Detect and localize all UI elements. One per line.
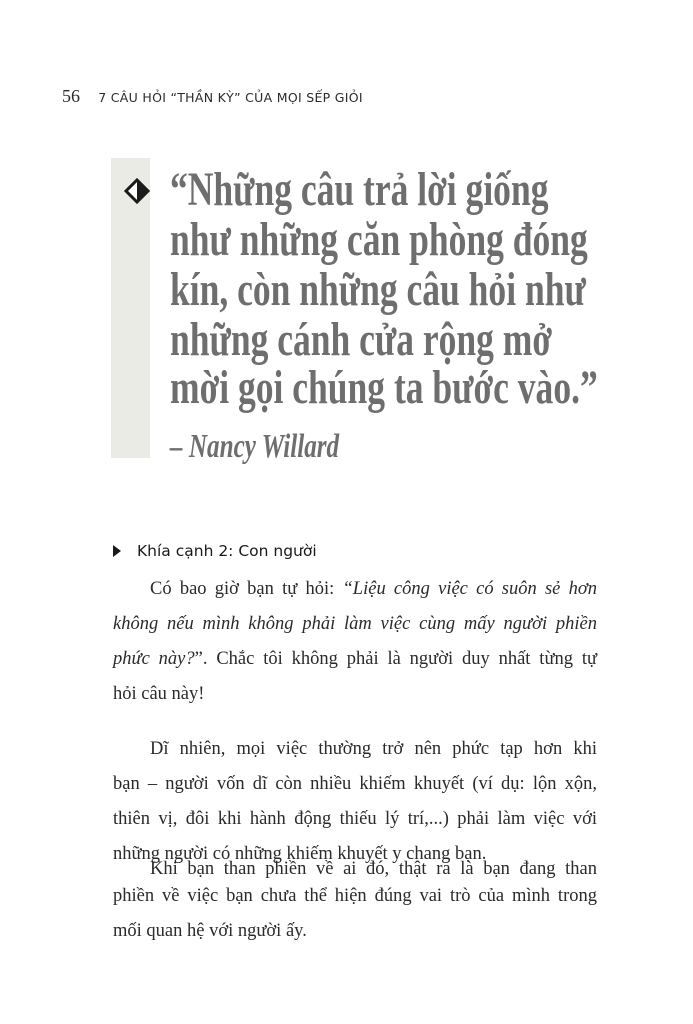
section-heading-text: Khía cạnh 2: Con người bbox=[137, 542, 317, 560]
triangle-bullet-icon bbox=[113, 545, 121, 557]
running-title: 7 CÂU HỎI “THẦN KỲ” CỦA MỌI SẾP GIỎI bbox=[98, 90, 363, 105]
quote-line: “Những câu trả lời giống bbox=[170, 163, 549, 216]
text-line: thiên vị, đôi khi hành động thiếu lý trí,...) phải làm việc với bbox=[113, 809, 597, 829]
section-heading bbox=[113, 542, 317, 560]
quote-line: những cánh cửa rộng mở bbox=[170, 313, 553, 366]
text-line: Khi bạn than phiền về ai đó, thật ra là bạn đang than bbox=[150, 859, 597, 879]
text-line: phiền về việc bạn chưa thể hiện đúng vai trò của mình trong bbox=[113, 886, 597, 906]
quote-line: như những căn phòng đóng bbox=[170, 213, 588, 266]
text-line bbox=[113, 650, 597, 669]
text-line: bạn – người vốn dĩ còn nhiều khiếm khuyết (ví dụ: lộn xộn, bbox=[113, 774, 597, 794]
text-line bbox=[113, 615, 597, 634]
text-span: ”. Chắc tôi không phải là người duy nhất từng tự bbox=[194, 649, 598, 669]
diamond-bullet-icon bbox=[124, 178, 150, 204]
quote-author: – Nancy Willard bbox=[170, 428, 340, 465]
text-line: Dĩ nhiên, mọi việc thường trở nên phức tạp hơn khi bbox=[150, 739, 597, 759]
italic-span: không nếu mình không phải làm việc cùng mấy người phiền bbox=[113, 614, 597, 634]
running-header bbox=[62, 86, 363, 107]
text-line: hỏi câu này! bbox=[113, 684, 205, 704]
italic-span: phức này? bbox=[113, 649, 195, 669]
quote-line: mời gọi chúng ta bước vào.” bbox=[170, 361, 598, 414]
quote-line: kín, còn những câu hỏi như bbox=[170, 263, 586, 316]
text-line bbox=[150, 580, 597, 599]
italic-span: “Liệu công việc có suôn sẻ hơn bbox=[342, 579, 597, 599]
text-span: Có bao giờ bạn tự hỏi: bbox=[150, 579, 343, 599]
page-number: 56 bbox=[62, 86, 80, 106]
text-line: mối quan hệ với người ấy. bbox=[113, 921, 307, 941]
text-line: những người có những khiếm khuyết y chang bạn. bbox=[113, 844, 487, 864]
